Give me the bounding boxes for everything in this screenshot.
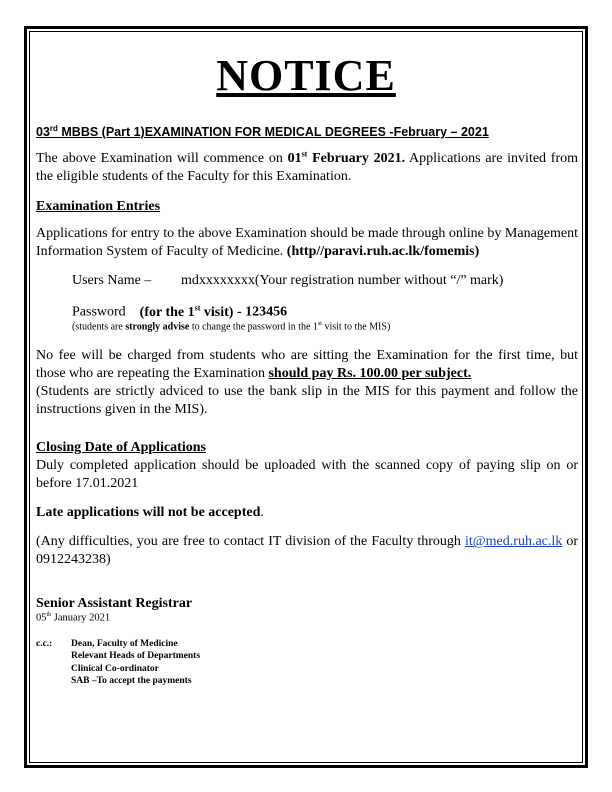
- exam-ordinal-suffix: rd: [49, 124, 58, 133]
- closing-heading: Closing Date of Applications: [36, 440, 206, 455]
- it-email-link[interactable]: it@med.ruh.ac.lk: [465, 534, 563, 549]
- start-date: 01st February 2021.: [287, 149, 406, 166]
- notice-title: NOTICE: [216, 51, 396, 100]
- fee-text: No fee will be charged from students who are sitting the Examination for the first time, but those who are repeating the Examination: [36, 348, 578, 381]
- password-row: [72, 303, 287, 321]
- exam-ordinal: 03: [36, 125, 50, 140]
- closing-text: Duly completed application should be uploaded with the scanned copy of paying slip on or before 17.01.2021: [36, 458, 578, 491]
- exam-heading-text: MBBS (Part 1)EXAMINATION FOR MEDICAL DEGREES -February – 2021: [57, 125, 489, 140]
- signatory-title: Senior Assistant Registrar: [36, 596, 193, 611]
- contact-phone: or 0912243238): [36, 534, 578, 567]
- cc-item: Relevant Heads of Departments: [71, 651, 201, 661]
- entries-heading: Examination Entries: [36, 199, 161, 214]
- fee-note: (Students are strictly adviced to use the bank slip in the MIS for this payment and follow the instructions given in the MIS).: [36, 384, 578, 417]
- entries-text: Applications for entry to the above Examination should be made through online by Management Information System of Faculty of Medicine.: [36, 226, 578, 259]
- password-label: Password: [72, 304, 126, 320]
- cc-label: c.c.:: [36, 639, 53, 649]
- username-label: Users Name –: [72, 273, 152, 288]
- mis-url: (http//paravi.ruh.ac.lk/fomemis): [286, 244, 480, 259]
- cc-item: Dean, Faculty of Medicine: [71, 639, 178, 649]
- late-text: Late applications will not be accepted: [36, 505, 261, 520]
- signature-date: 05th January 2021: [36, 612, 111, 624]
- contact-paragraph: [36, 533, 578, 569]
- intro-text-2: Applications are invited from the eligible students of the Faculty for this Examination.: [36, 151, 578, 184]
- password-value: - 123456: [233, 304, 288, 320]
- fee-paragraph: [36, 347, 578, 419]
- late-notice: Late applications will not be accepted.: [36, 505, 264, 520]
- fee-amount: should pay Rs. 100.00 per subject.: [268, 366, 472, 381]
- password-advice: (students are strongly advise to change the password in the 1st visit to the MIS): [72, 321, 391, 333]
- contact-text: (Any difficulties, you are free to contact IT division of the Faculty through: [36, 534, 465, 549]
- intro-text: The above Examination will commence on: [36, 151, 288, 166]
- cc-item: Clinical Co-ordinator: [71, 664, 159, 674]
- username-value: mdxxxxxxxx(Your registration number without “/” mark): [181, 273, 504, 288]
- exam-heading: [36, 124, 489, 139]
- intro-paragraph: [36, 150, 578, 186]
- entries-paragraph: [36, 225, 578, 261]
- cc-item: SAB –To accept the payments: [71, 676, 192, 686]
- password-note: (for the 1st visit): [139, 303, 234, 320]
